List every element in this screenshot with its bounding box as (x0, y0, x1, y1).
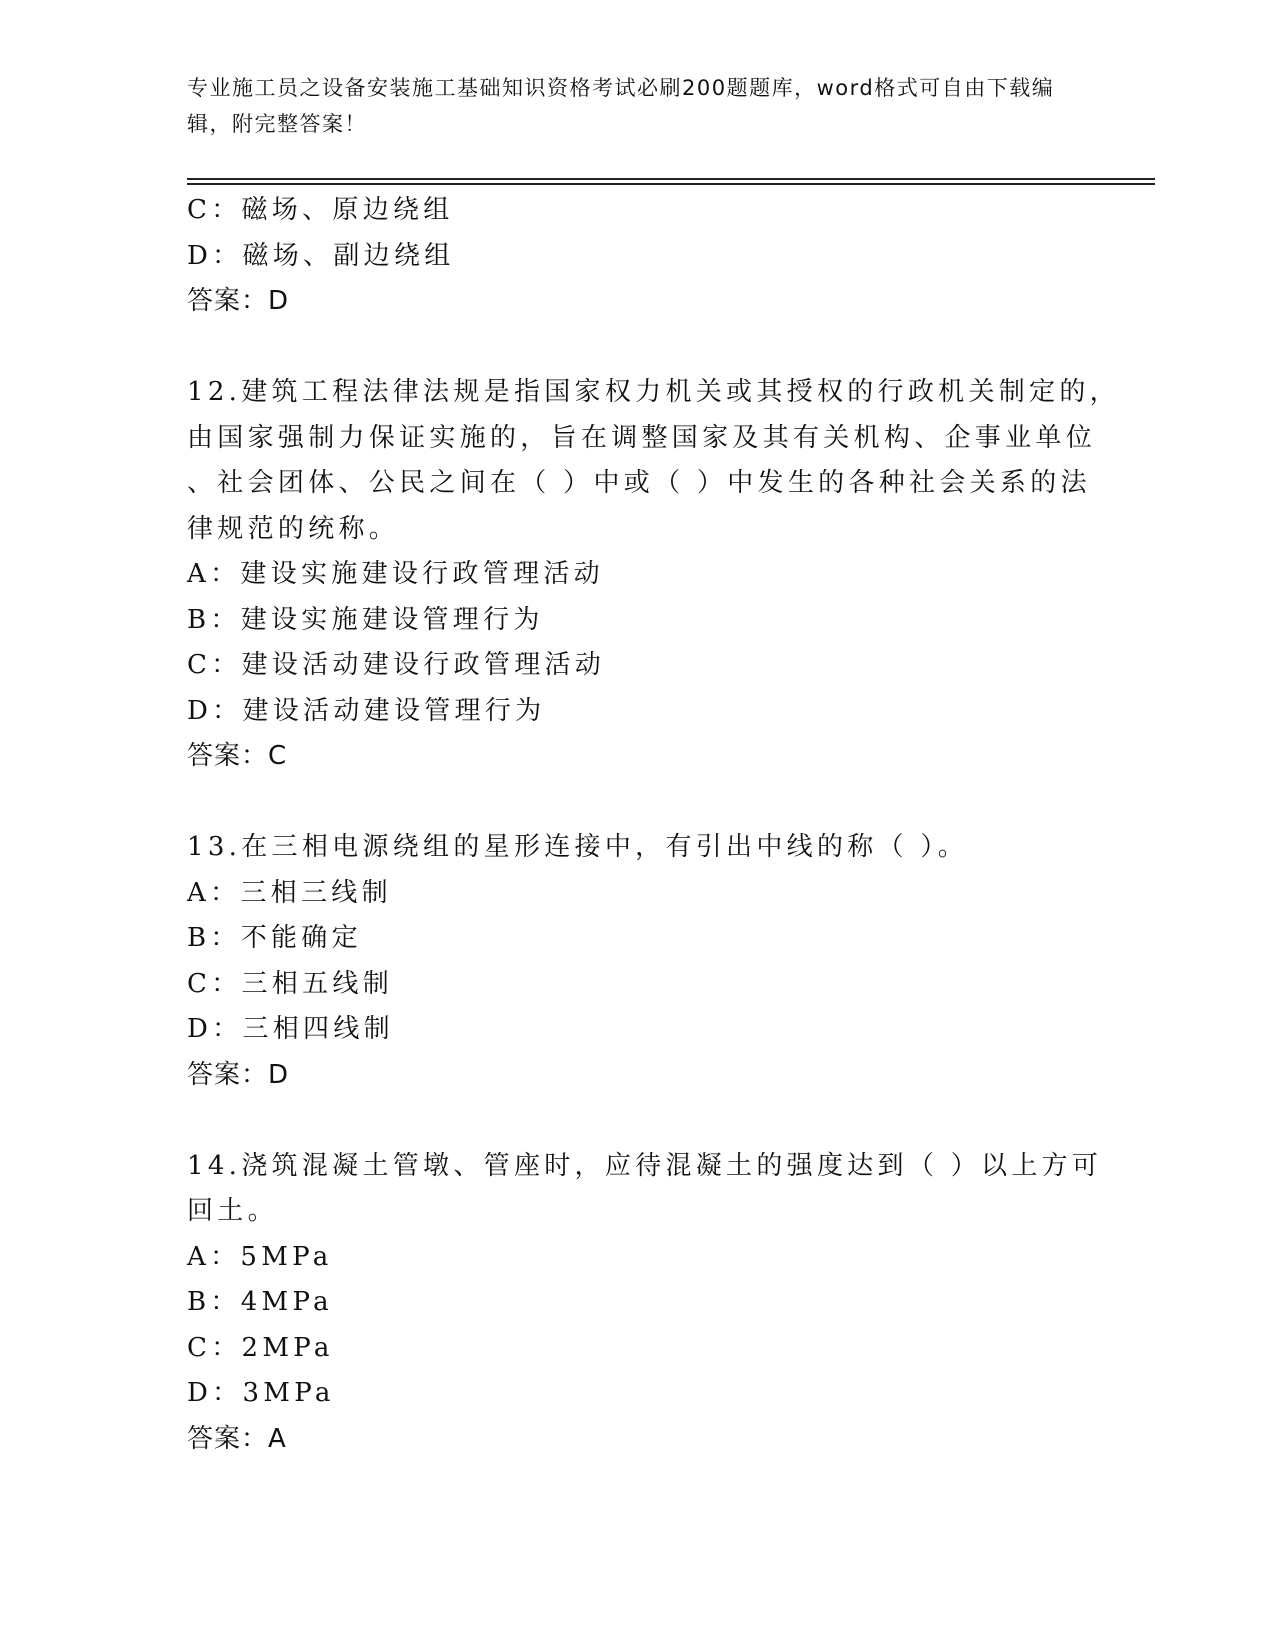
option-d: D：3MPa (187, 1378, 335, 1408)
spacer (187, 1098, 1087, 1144)
option-b: B：不能确定 (187, 923, 362, 953)
option-c: C：2MPa (187, 1332, 334, 1363)
answer-line: 答案：D (187, 286, 290, 316)
answer-line: 答案：C (187, 741, 288, 771)
option-a: A：三相三线制 (187, 877, 392, 908)
question-text-line: 律规范的统称。 (187, 513, 400, 544)
question-text-line: 13.在三相电源绕组的星形连接中，有引出中线的称（ ）。 (187, 832, 969, 862)
option-d: D：三相四线制 (187, 1014, 394, 1044)
page-header (187, 70, 1067, 142)
question-13 (187, 825, 1087, 1098)
question-text-line: 14.浇筑混凝土管墩、管座时，应待混凝土的强度达到（ ）以上方可 (187, 1150, 1103, 1181)
question-text-line: 回土。 (187, 1196, 278, 1226)
option-c: C：三相五线制 (187, 968, 393, 999)
spacer (187, 325, 1087, 371)
spacer (187, 780, 1087, 826)
option-b: B：4MPa (187, 1287, 333, 1317)
option-d: D：建设活动建设管理行为 (187, 695, 546, 726)
header-rule-top (187, 178, 1155, 180)
answer-line: 答案：D (187, 1059, 290, 1090)
carryover-block (187, 188, 1087, 325)
option-b: B：建设实施建设管理行为 (187, 604, 544, 635)
option-a: A：5MPa (187, 1241, 333, 1272)
question-text-line: 、社会团体、公民之间在（ ）中或（ ）中发生的各种社会关系的法 (187, 468, 1091, 498)
answer-line: 答案：A (187, 1423, 287, 1454)
option-d: D：磁场、副边绕组 (187, 240, 455, 271)
question-content (187, 188, 1120, 1462)
question-12 (187, 370, 1120, 780)
option-c: C：磁场、原边绕组 (187, 195, 454, 225)
question-14 (187, 1144, 1103, 1463)
option-c: C：建设活动建设行政管理活动 (187, 650, 606, 680)
header-title: 专业施工员之设备安装施工基础知识资格考试必刷200题题库，word格式可自由下载编辑，附完整答案！ (187, 76, 1055, 136)
option-a: A：建设实施建设行政管理活动 (187, 559, 604, 589)
question-text-line: 由国家强制力保证实施的，旨在调整国家及其有关机构、企事业单位 (187, 422, 1097, 453)
question-text-line: 12.建筑工程法律法规是指国家权力机关或其授权的行政机关制定的， (187, 377, 1120, 407)
header-rule-bottom (187, 183, 1155, 185)
